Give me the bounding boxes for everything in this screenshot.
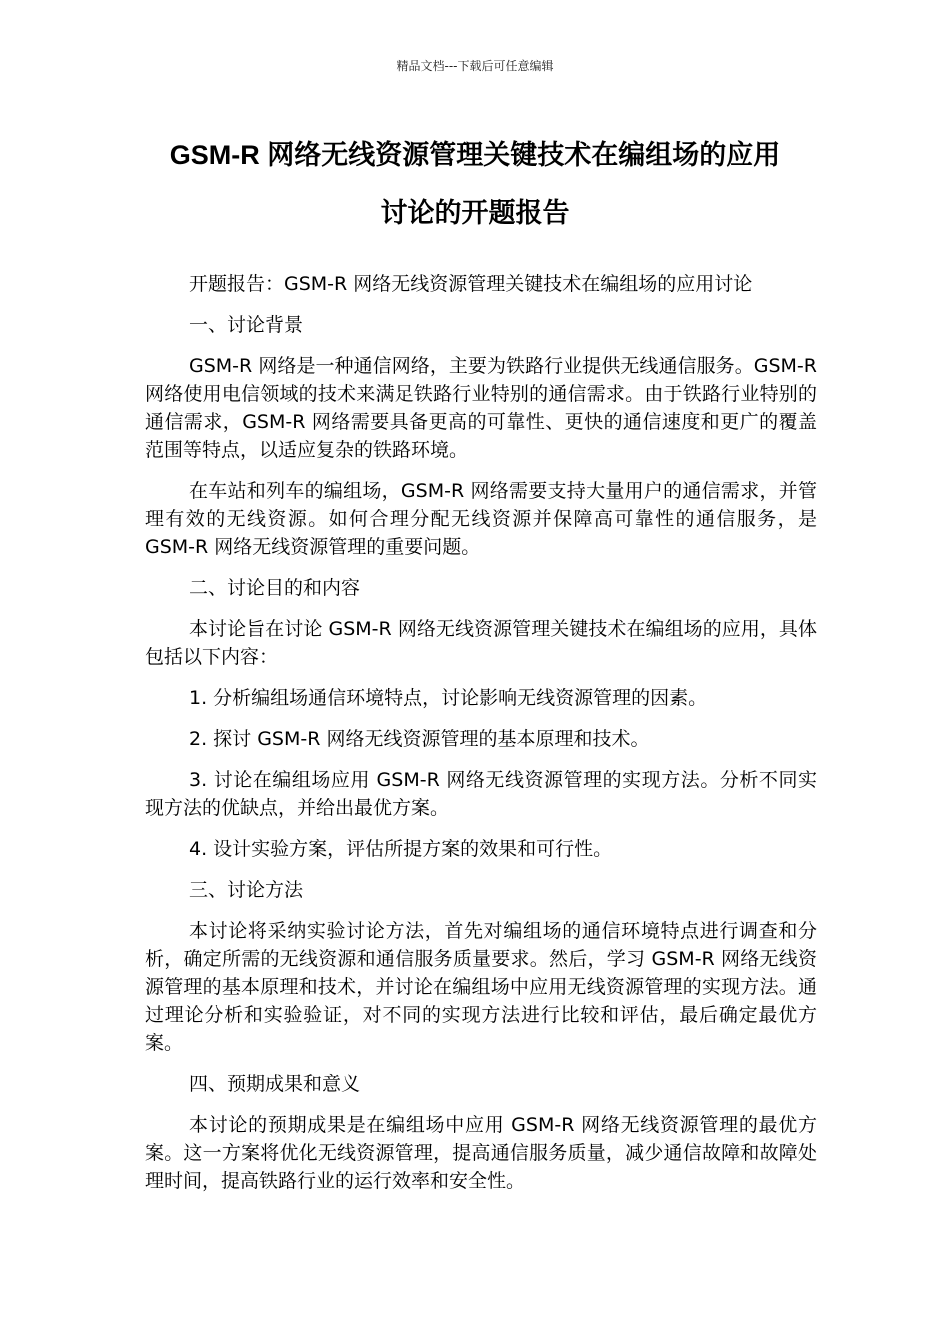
document-title-line-2: 讨论的开题报告 <box>380 198 570 228</box>
document-body <box>145 270 817 1208</box>
section-heading-method: 三、讨论方法 <box>189 879 304 901</box>
background-paragraph-2: 在车站和列车的编组场，GSM-R 网络需要支持大量用户的通信需求，并管理有效的无线资源。如何合理分配无线资源并保障高可靠性的通信服务，是 GSM-R 网络无线资源管理的重要问题。 <box>145 480 817 558</box>
header-note: 精品文档---下载后可任意编辑 <box>396 59 554 73</box>
purpose-paragraph: 本讨论旨在讨论 GSM-R 网络无线资源管理关键技术在编组场的应用，具体包括以下内容： <box>145 618 817 668</box>
outcome-paragraph: 本讨论的预期成果是在编组场中应用 GSM-R 网络无线资源管理的最优方案。这一方案将优化无线资源管理，提高通信服务质量，减少通信故障和故障处理时间，提高铁路行业的运行效率和安全性。 <box>145 1114 817 1192</box>
content-item-2: 2. 探讨 GSM-R 网络无线资源管理的基本原理和技术。 <box>189 728 650 750</box>
section-heading-background: 一、讨论背景 <box>189 314 304 336</box>
section-heading-outcome: 四、预期成果和意义 <box>189 1073 361 1095</box>
document-title-line-1: GSM-R 网络无线资源管理关键技术在编组场的应用 <box>169 140 781 170</box>
section-heading-purpose: 二、讨论目的和内容 <box>189 577 361 599</box>
content-item-1: 1. 分析编组场通信环境特点，讨论影响无线资源管理的因素。 <box>189 687 708 709</box>
content-item-4: 4. 设计实验方案，评估所提方案的效果和可行性。 <box>189 838 613 860</box>
method-paragraph: 本讨论将采纳实验讨论方法，首先对编组场的通信环境特点进行调查和分析，确定所需的无线资源和通信服务质量要求。然后，学习 GSM-R 网络无线资源管理的基本原理和技术，并讨论在编组场中应用无线资源管理的实现方法。通过理论分析和实验验证，对不同的实现方法进行比较和评估，最后确定最优方案。 <box>145 920 817 1054</box>
content-item-3: 3. 讨论在编组场应用 GSM-R 网络无线资源管理的实现方法。分析不同实现方法的优缺点，并给出最优方案。 <box>145 769 817 819</box>
background-paragraph-1: GSM-R 网络是一种通信网络，主要为铁路行业提供无线通信服务。GSM-R 网络使用电信领域的技术来满足铁路行业特别的通信需求。由于铁路行业特别的通信需求，GSM-R 网络需要具备更高的可靠性、更快的通信速度和更广的覆盖范围等特点，以适应复杂的铁路环境。 <box>145 355 817 461</box>
report-intro: 开题报告：GSM-R 网络无线资源管理关键技术在编组场的应用讨论 <box>189 273 753 295</box>
